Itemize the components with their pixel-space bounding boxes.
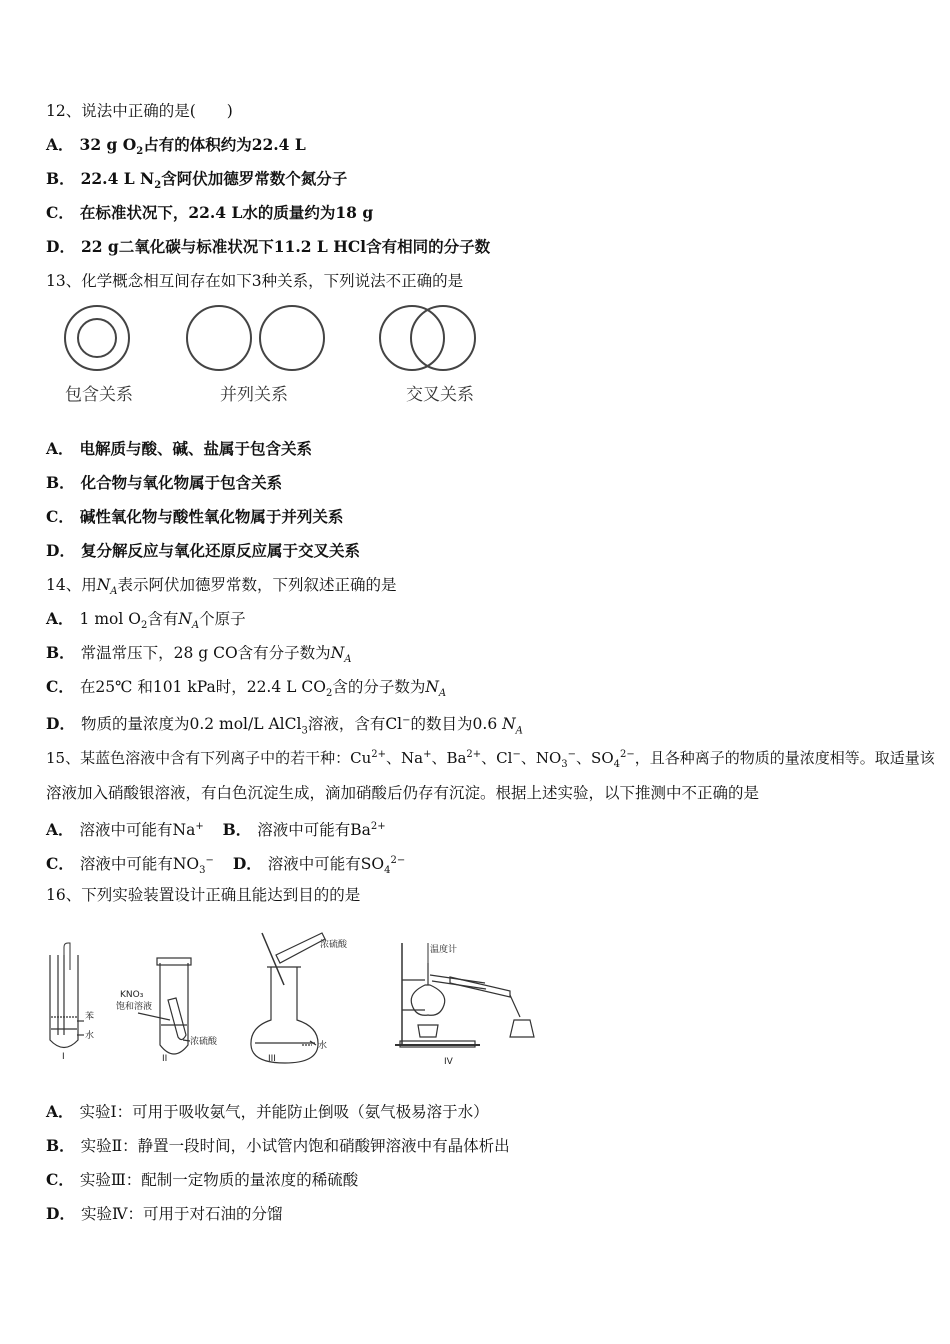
q14-option-b[interactable]: B． 常温常压下，28 g CO含有分子数为$N_A$ [46, 643, 352, 666]
q15-options-ab [46, 817, 386, 840]
label-iii: III [268, 1054, 276, 1064]
q13-option-b[interactable]: B． 化合物与氧化物属于包含关系 [46, 473, 283, 492]
q12-option-c[interactable]: C． 在标准状况下，22.4 L水的质量约为18 g [46, 203, 374, 222]
q14-option-c[interactable]: C． 在25℃ 和101 kPa时，22.4 L $CO_2$含的分子数为$N_A$ [46, 677, 447, 700]
q13-stem: 13、化学概念相互间存在如下3种关系，下列说法不正确的是 [46, 272, 464, 290]
q15-stem-line2: 溶液加入硝酸银溶液，有白色沉淀生成，滴加硝酸后仍存有沉淀。根据上述实验，以下推测中不正确的是 [46, 784, 760, 802]
q16-stem: 16、下列实验装置设计正确且能达到目的的是 [46, 886, 361, 904]
label-containment: 包含关系 [65, 385, 133, 405]
apparatus-iv [395, 943, 534, 1047]
label-conc-h2so4: 浓硫酸 [190, 1037, 218, 1047]
containment-outer-circle [65, 306, 129, 370]
q16-option-a[interactable]: A． 实验Ⅰ：可用于吸收氨气，并能防止倒吸（氨气极易溶于水） [46, 1102, 489, 1121]
label-ii: II [162, 1054, 168, 1064]
q13-option-c[interactable]: C． 碱性氧化物与酸性氧化物属于并列关系 [46, 507, 344, 526]
label-thermometer: 温度计 [430, 945, 458, 955]
q15-stem-line1: 15、某蓝色溶液中含有下列离子中的若干种：$Cu^{2+}$、Na+、$Ba^{2+}$、Cl−、$NO_3^-$、$SO_4^{2-}$，且各种离子的物质的量浓度相等。取适量该 [46, 749, 935, 770]
label-conc-h2so4-top: 浓硫酸 [320, 940, 348, 950]
q14-option-a[interactable]: A． 1 mol $O_2$含有$N_A$个原子 [46, 609, 246, 632]
q14-option-d[interactable]: D． 物质的量浓度为0.2 mol/L AlCl$_3$溶液，含有Cl−的数目为0.6 $N_A$ [46, 714, 523, 737]
label-water-1: 水 [85, 1031, 95, 1041]
apparatus-i [50, 943, 84, 1048]
apparatus-iii [251, 933, 328, 1063]
q13-option-a[interactable]: A． 电解质与酸、碱、盐属于包含关系 [46, 439, 313, 458]
q16-option-d[interactable]: D． 实验Ⅳ：可用于对石油的分馏 [46, 1204, 283, 1223]
label-kno3: KNO₃ [120, 990, 144, 1000]
label-i: I [62, 1052, 65, 1062]
q16-option-b[interactable]: B． 实验Ⅱ：静置一段时间，小试管内饱和硝酸钾溶液中有晶体析出 [46, 1136, 510, 1155]
q15-option-a[interactable]: A． 溶液中可能有Na+ [46, 820, 204, 840]
q15-options-cd [46, 851, 405, 881]
label-water-3: 水 [318, 1041, 328, 1051]
apparatus-figure [40, 925, 550, 1070]
q12-stem: 12、说法中正确的是( ) [46, 102, 233, 120]
q15-option-c[interactable]: C． 溶液中可能有$NO_3^-$ [46, 854, 214, 877]
parallel-right-circle [260, 306, 324, 370]
label-iv: IV [444, 1057, 453, 1067]
containment-inner-circle [78, 319, 116, 357]
q13-option-d[interactable]: D． 复分解反应与氧化还原反应属于交叉关系 [46, 541, 360, 560]
q12-option-b[interactable]: B． 22.4 L $N_2$含阿伏加德罗常数个氮分子 [46, 169, 348, 192]
label-parallel: 并列关系 [220, 385, 288, 405]
label-benzene: 苯 [85, 1012, 95, 1022]
q12-option-d[interactable]: D． 22 g二氧化碳与标准状况下11.2 L HCl含有相同的分子数 [46, 237, 491, 256]
q14-stem: 14、用$N_A$表示阿伏加德罗常数，下列叙述正确的是 [46, 576, 397, 598]
q15-option-d[interactable]: D． 溶液中可能有$SO_4^{2-}$ [232, 854, 406, 877]
parallel-left-circle [187, 306, 251, 370]
relation-diagrams [46, 298, 506, 413]
q12-option-a[interactable]: A． 32 g $O_2$占有的体积约为22.4 L [46, 135, 306, 158]
label-kno3-saturated: 饱和溶液 [116, 1002, 153, 1012]
q16-option-c[interactable]: C． 实验Ⅲ：配制一定物质的量浓度的稀硫酸 [46, 1170, 359, 1189]
label-cross: 交叉关系 [406, 385, 474, 405]
q15-option-b[interactable]: B． 溶液中可能有$Ba^{2+}$ [222, 820, 386, 840]
